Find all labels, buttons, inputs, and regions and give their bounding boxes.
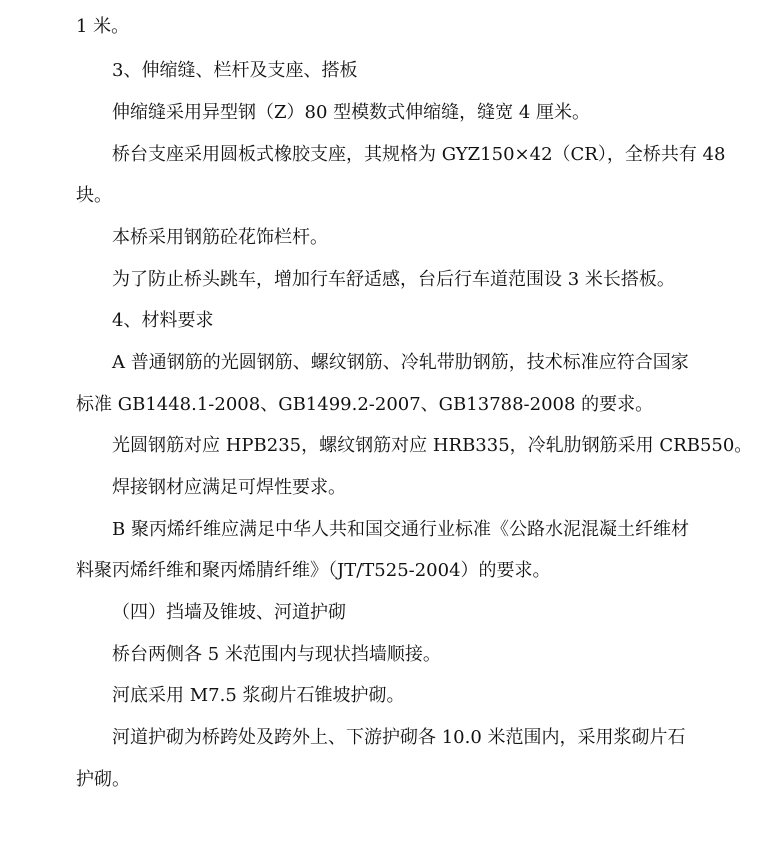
section-heading-3: 3、伸缩缝、栏杆及支座、搭板 (112, 60, 358, 81)
text-line-rebar: A 普通钢筋的光圆钢筋、螺纹钢筋、冷轧带肋钢筋，技术标准应符合国家 (112, 352, 689, 373)
text-line-bearing: 桥台支座采用圆板式橡胶支座，其规格为 GYZ150×42（CR），全桥共有 48 (112, 144, 726, 165)
section-heading-4: 4、材料要求 (112, 310, 214, 331)
text-line-fiber-cont: 料聚丙烯纤维和聚丙烯腈纤维》（JT/T525-2004）的要求。 (76, 560, 551, 581)
text-line-river-protection: 河道护砌为桥跨处及跨外上、下游护砌各 10.0 米范围内，采用浆砌片石 (112, 727, 686, 748)
text-line-fiber: B 聚丙烯纤维应满足中华人共和国交通行业标准《公路水泥混凝土纤维材 (112, 519, 689, 540)
text-line-river-protection-cont: 护砌。 (76, 769, 130, 790)
text-line-expansion-joint: 伸缩缝采用异型钢（Z）80 型模数式伸缩缝，缝宽 4 厘米。 (112, 102, 591, 123)
text-line-1: 1 米。 (76, 16, 130, 37)
section-heading-four: （四）挡墙及锥坡、河道护砌 (112, 602, 346, 623)
text-line-approach-slab: 为了防止桥头跳车，增加行车舒适感，台后行车道范围设 3 米长搭板。 (112, 269, 675, 290)
text-line-rebar-grades: 光圆钢筋对应 HPB235，螺纹钢筋对应 HRB335，冷轧肋钢筋采用 CRB550。 (112, 435, 753, 456)
text-line-bearing-cont: 块。 (76, 185, 112, 206)
text-line-railing: 本桥采用钢筋砼花饰栏杆。 (112, 227, 328, 248)
text-line-rebar-cont: 标准 GB1448.1-2008、GB1499.2-2007、GB13788-2008 的要求。 (76, 394, 654, 415)
text-line-welding: 焊接钢材应满足可焊性要求。 (112, 477, 346, 498)
text-line-retaining-wall: 桥台两侧各 5 米范围内与现状挡墙顺接。 (112, 644, 441, 665)
text-line-riverbed: 河底采用 M7.5 浆砌片石锥坡护砌。 (112, 685, 405, 706)
